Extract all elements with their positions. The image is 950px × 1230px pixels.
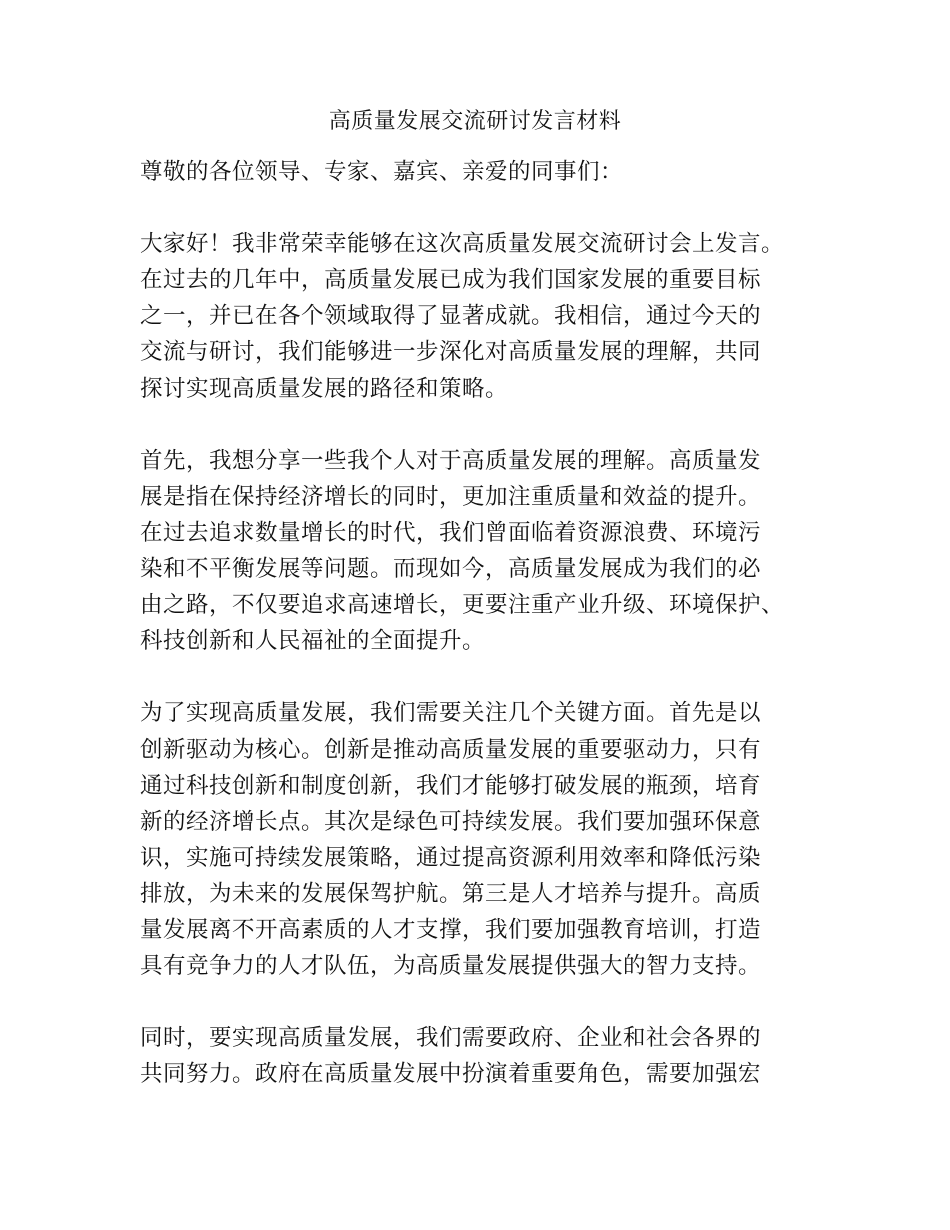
paragraph [140,1020,830,1092]
paragraph-line: 为了实现高质量发展，我们需要关注几个关键方面。首先是以 [140,700,762,727]
paragraph-line: 由之路，不仅要追求高速增长，更要注重产业升级、环境保护、 [140,592,785,619]
paragraph-spacer [140,190,830,226]
paragraph-line: 具有竞争力的人才队伍，为高质量发展提供强大的智力支持。 [140,953,762,980]
paragraph-line: 染和不平衡发展等问题。而现如今，高质量发展成为我们的必 [140,556,762,583]
paragraph-line: 量发展离不开高素质的人才支撑，我们要加强教育培训，打造 [140,916,762,943]
salutation: 尊敬的各位领导、专家、嘉宾、亲爱的同事们： [140,159,624,185]
paragraph-line: 排放，为未来的发展保驾护航。第三是人才培养与提升。高质 [140,880,762,907]
paragraph-line: 首先，我想分享一些我个人对于高质量发展的理解。高质量发 [140,447,762,474]
paragraph-spacer [140,407,830,443]
document-body [140,154,830,1092]
paragraph-line: 识，实施可持续发展策略，通过提高资源利用效率和降低污染 [140,844,762,871]
paragraph-line: 之一，并已在各个领域取得了显著成就。我相信，通过今天的 [140,303,762,330]
paragraph-spacer [140,659,830,695]
paragraph [140,226,830,406]
paragraph [140,695,830,984]
paragraph-line: 在过去的几年中，高质量发展已成为我们国家发展的重要目标 [140,267,762,294]
paragraph-line: 同时，要实现高质量发展，我们需要政府、企业和社会各界的 [140,1025,762,1052]
paragraph-line: 在过去追求数量增长的时代，我们曾面临着资源浪费、环境污 [140,519,762,546]
paragraph-line: 共同努力。政府在高质量发展中扮演着重要角色，需要加强宏 [140,1061,762,1088]
paragraph [140,443,830,660]
paragraph-line: 探讨实现高质量发展的路径和策略。 [140,375,509,402]
paragraph-spacer [140,984,830,1020]
paragraph-line: 交流与研讨，我们能够进一步深化对高质量发展的理解，共同 [140,339,762,366]
paragraph-line: 通过科技创新和制度创新，我们才能够打破发展的瓶颈，培育 [140,772,762,799]
paragraph-line: 大家好！我非常荣幸能够在这次高质量发展交流研讨会上发言。 [140,231,785,258]
paragraph-line: 展是指在保持经济增长的同时，更加注重质量和效益的提升。 [140,483,762,510]
paragraph-line: 科技创新和人民福祉的全面提升。 [140,628,486,655]
paragraph-line: 创新驱动为核心。创新是推动高质量发展的重要驱动力，只有 [140,736,762,763]
paragraph-line: 新的经济增长点。其次是绿色可持续发展。我们要加强环保意 [140,808,762,835]
document-title: 高质量发展交流研讨发言材料 [328,109,622,134]
